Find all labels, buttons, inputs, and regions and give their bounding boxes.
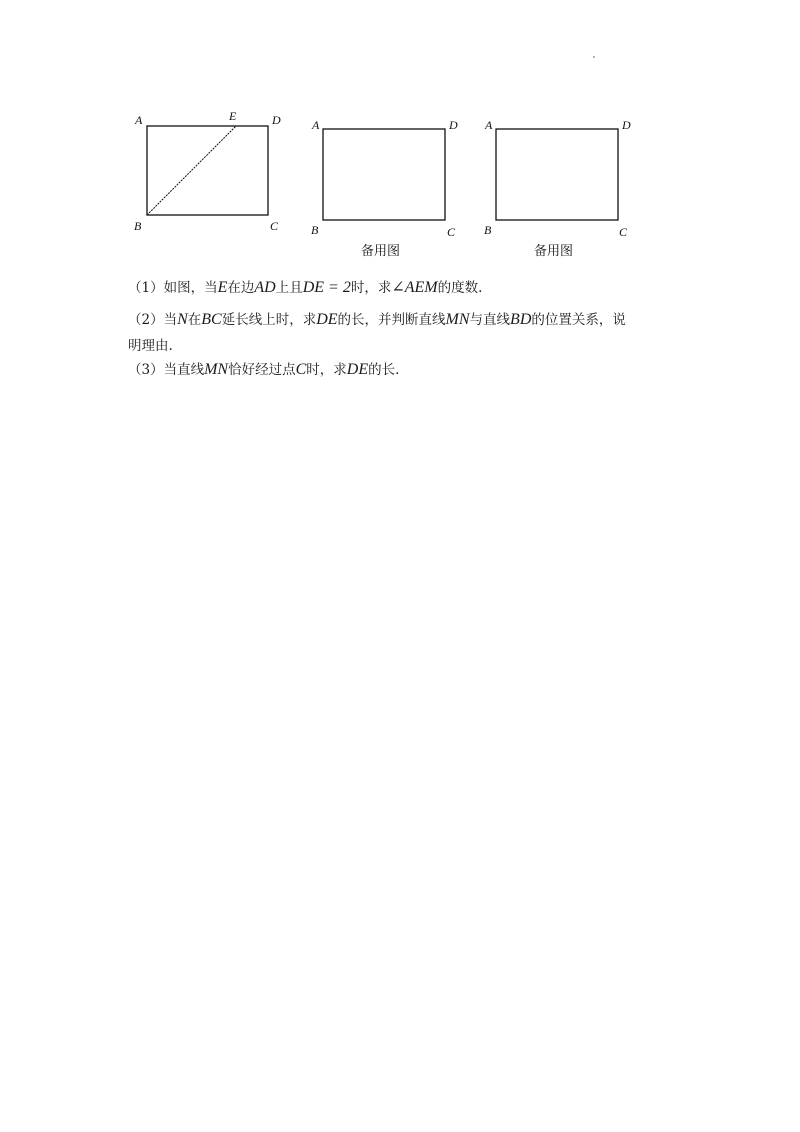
math-expression: DE = 2: [302, 279, 351, 296]
question-text: 时，求: [306, 362, 347, 378]
question-text: 延长线上时，求: [221, 312, 317, 328]
question-text: 在: [187, 312, 202, 328]
figure-caption: 备用图: [361, 244, 401, 259]
question-text: 的位置关系，说: [531, 312, 626, 328]
question-1: [128, 278, 482, 298]
math-expression: E: [217, 279, 228, 296]
question-text: 的长.: [368, 362, 400, 378]
label-b: B: [311, 223, 319, 237]
question-number: （2）: [128, 312, 164, 328]
rectangle-abcd-2: [323, 129, 445, 220]
label-a: A: [135, 113, 143, 127]
question-text: 的度数.: [437, 280, 483, 296]
figure-caption: 备用图: [534, 244, 574, 259]
figure-1: [134, 109, 281, 233]
math-expression: C: [295, 361, 307, 378]
question-text: 恰好经过点: [228, 362, 296, 378]
question-text: 明理由.: [128, 338, 173, 354]
math-expression: AD: [254, 279, 276, 296]
math-expression: MN: [445, 311, 470, 328]
label-d: D: [449, 118, 458, 132]
label-e: E: [229, 109, 237, 123]
math-expression: BD: [510, 311, 532, 328]
question-2-continued: [128, 336, 173, 356]
label-a: A: [485, 118, 493, 132]
math-expression: MN: [204, 361, 229, 378]
question-number: （3）: [128, 362, 164, 378]
label-d: D: [622, 118, 631, 132]
question-text: 时，求: [350, 280, 392, 296]
math-expression: BC: [201, 311, 222, 328]
question-3: [128, 360, 399, 380]
figure-2: [311, 118, 458, 259]
question-text: 的长，并判断直线: [337, 312, 446, 328]
math-expression: DE: [346, 361, 369, 378]
math-expression: ∠AEM: [391, 279, 438, 296]
question-text: 与直线: [469, 312, 511, 328]
question-text: 当直线: [163, 362, 205, 378]
label-a: A: [312, 118, 320, 132]
question-2: [128, 310, 626, 330]
question-text: 上且: [275, 280, 303, 296]
rectangle-abcd-3: [496, 129, 618, 220]
figures-group: [0, 0, 800, 270]
label-d: D: [272, 113, 281, 127]
question-text: 在边: [227, 280, 255, 296]
math-expression: DE: [316, 311, 338, 328]
label-b: B: [484, 223, 492, 237]
question-number: （1）: [128, 280, 164, 296]
segment-be: [147, 126, 236, 215]
label-c: C: [447, 225, 456, 239]
question-text: 如图，当: [163, 280, 218, 296]
label-b: B: [134, 219, 142, 233]
label-c: C: [619, 225, 628, 239]
label-c: C: [270, 219, 279, 233]
question-text: 当: [163, 312, 178, 328]
figure-3: [484, 118, 631, 259]
rectangle-abcd-1: [147, 126, 268, 215]
math-expression: N: [177, 311, 188, 328]
